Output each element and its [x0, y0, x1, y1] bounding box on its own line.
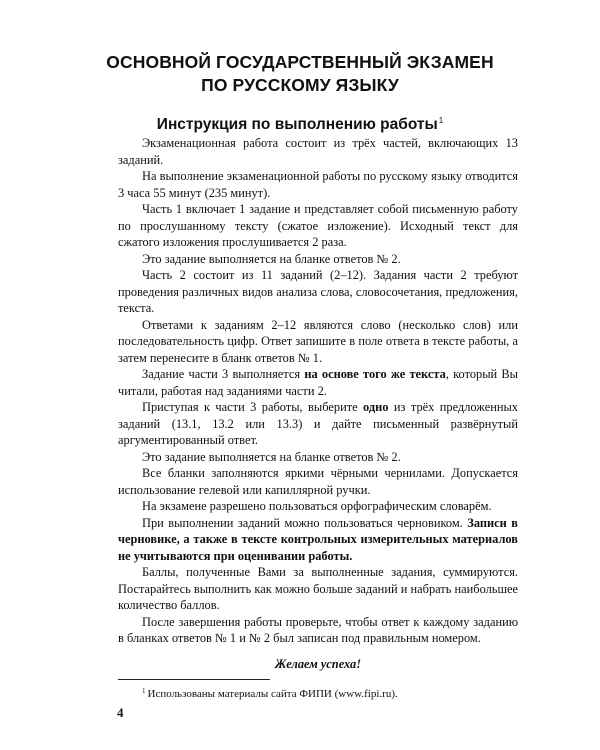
instructions-heading-text: Инструкция по выполнению работы — [156, 116, 438, 133]
instructions-body — [118, 135, 518, 672]
instructions-heading — [0, 111, 600, 135]
paragraph-text: При выполнении заданий можно пользоваться черновиком. — [142, 515, 468, 530]
paragraph — [118, 366, 518, 399]
paragraph — [118, 399, 518, 449]
footnote-mark: 1 — [142, 687, 146, 695]
paragraph: После завершения работы проверьте, чтобы ответ к каждому заданию в бланках ответов № 1 и № 2 был записан под правильным номером. — [118, 614, 518, 645]
footnote-text: Использованы материалы сайта ФИПИ (www.fipi.ru). — [147, 688, 398, 700]
paragraph-text: , который Вы читали, работая над заданиями части 2. — [118, 367, 518, 398]
page-number: 4 — [117, 705, 124, 720]
paragraph: Часть 2 состоит из 11 заданий (2–12). Задания части 2 требуют проведения различных видов анализа слова, словосочетания, предложения, текста. — [118, 268, 518, 315]
paragraph-text: Приступая к части 3 работы, выберите — [142, 400, 364, 414]
page-title — [0, 51, 600, 97]
paragraph-text: Задание части 3 выполняется — [142, 367, 305, 381]
paragraph — [118, 515, 518, 565]
paragraph: На выполнение экзаменационной работы по русскому языку отводится 3 часа 55 минут (235 минут). — [118, 169, 518, 200]
paragraph: Часть 1 включает 1 задание и представляет собой письменную работу по прослушанному тексту (сжатое изложение). Исходный текст для сжатого изложения прослушивается 2 раза. — [118, 202, 518, 249]
closing-wish: Желаем успеха! — [274, 656, 362, 671]
paragraph: Экзаменационная работа состоит из трёх частей, включающих 13 заданий. — [118, 136, 518, 167]
title-line-1: ОСНОВНОЙ ГОСУДАРСТВЕННЫЙ ЭКЗАМЕН — [106, 52, 494, 72]
paragraph: Это задание выполняется на бланке ответов № 2. — [142, 251, 401, 266]
heading-footnote-mark: 1 — [438, 116, 444, 125]
paragraph: Это задание выполняется на бланке ответов № 2. — [142, 449, 401, 464]
paragraph: Баллы, полученные Вами за выполненные задания, суммируются. Постарайтесь выполнить как можно больше заданий и набрать наибольшее количество баллов. — [118, 565, 518, 612]
footnote-divider — [118, 679, 270, 680]
paragraph-emphasis: одно — [363, 400, 389, 414]
footnote — [118, 684, 518, 701]
paragraph: Все бланки заполняются яркими чёрными чернилами. Допускается использование гелевой или капиллярной ручки. — [118, 466, 518, 497]
title-line-2: ПО РУССКОМУ ЯЗЫКУ — [201, 75, 399, 95]
paragraph: На экзамене разрешено пользоваться орфографическим словарём. — [142, 499, 492, 513]
paragraph-emphasis: на основе того же текста — [304, 367, 446, 381]
paragraph-emphasis: Записи в черновике, а также в тексте контрольных измерительных материалов не учитываются при оценивании работы. — [118, 515, 518, 563]
paragraph: Ответами к заданиям 2–12 являются слово (несколько слов) или последовательность цифр. Ответ запишите в поле ответа в тексте работы, а затем перенесите в бланк ответов № 1. — [118, 317, 518, 365]
paragraph-text: из трёх предложенных заданий (13.1, 13.2 или 13.3) и дайте письменный развёрнутый аргументированный ответ. — [118, 400, 518, 447]
